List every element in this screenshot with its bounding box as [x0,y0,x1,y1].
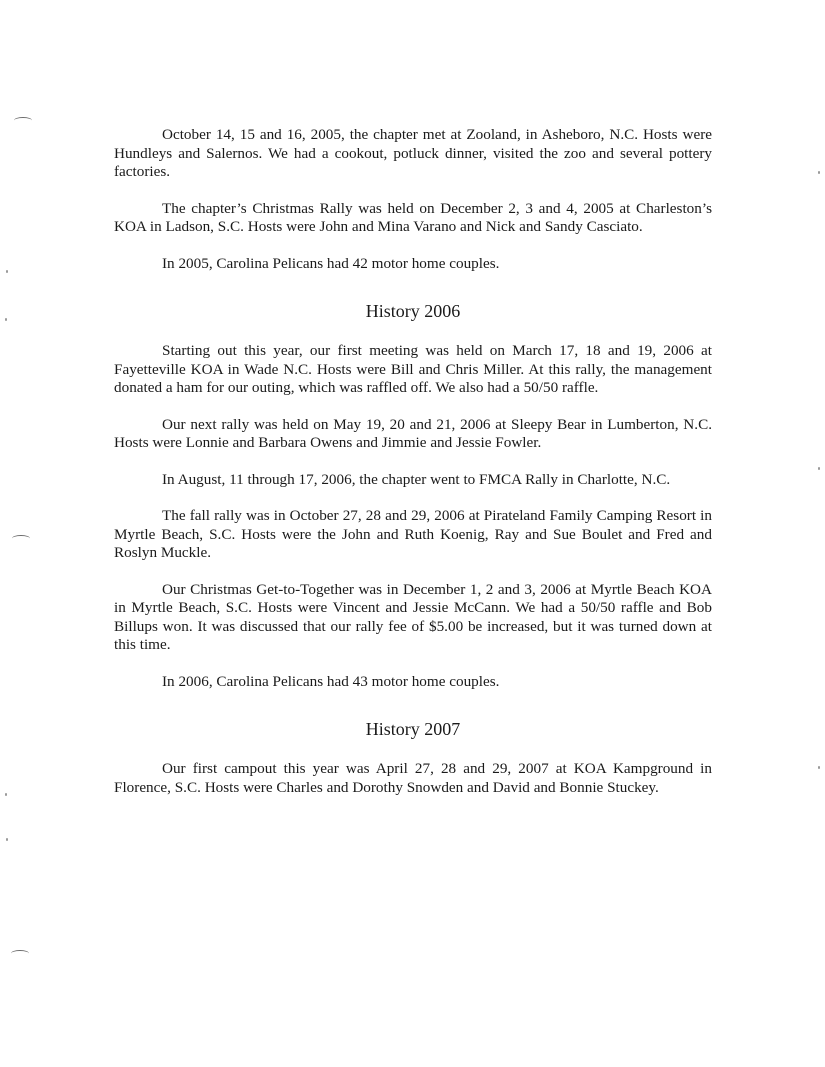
paragraph-2006-fmca-rally: In August, 11 through 17, 2006, the chapter went to FMCA Rally in Charlotte, N.C. [162,470,671,488]
paragraph-2006-fall-rally: The fall rally was in October 27, 28 and 29, 2006 at Pirateland Family Camping Resort in Myrtle Beach, S.C. Hosts were the John and Ruth Koenig, Ray and Sue Boulet and Fred and Roslyn Muckle. [114,507,712,561]
paragraph-2007-first-campout: Our first campout this year was April 27, 28 and 29, 2007 at KOA Kampground in Florence, S.C. Hosts were Charles and Dorothy Snowden and David and Bonnie Stuckey. [114,760,712,796]
paragraph-2005-zooland: October 14, 15 and 16, 2005, the chapter met at Zooland, in Asheboro, N.C. Hosts were Hundleys and Salernos. We had a cookout, potluck dinner, visited the zoo and several pottery factories. [114,126,712,180]
scan-mark [11,950,29,957]
scan-speck [818,467,820,470]
paragraph-2005-christmas-rally: The chapter’s Christmas Rally was held on December 2, 3 and 4, 2005 at Charleston’s KOA in Ladson, S.C. Hosts were John and Mina Varano and Nick and Sandy Casciato. [114,199,712,235]
scan-speck [5,318,7,321]
document-body [114,126,712,797]
paragraph-2006-christmas: Our Christmas Get-to-Together was in December 1, 2 and 3, 2006 at Myrtle Beach KOA in Myrtle Beach, S.C. Hosts were Vincent and Jessie McCann. We had a 50/50 raffle and Bob Billups won. It was discussed that our rally fee of $5.00 be increased, but it was turned down at this time. [114,580,712,653]
heading-history-2006: History 2006 [365,301,461,321]
paragraph-2006-may-rally: Our next rally was held on May 19, 20 and 21, 2006 at Sleepy Bear in Lumberton, N.C. Hosts were Lonnie and Barbara Owens and Jimmie and Jessie Fowler. [114,415,712,451]
paragraph-2005-membership: In 2005, Carolina Pelicans had 42 motor home couples. [162,254,500,272]
scan-speck [818,171,820,174]
scan-speck [6,270,8,273]
scan-mark [14,117,32,124]
scan-speck [818,766,820,769]
scan-speck [6,838,8,841]
scan-mark [12,535,30,542]
scan-speck [5,793,7,796]
paragraph-2006-membership: In 2006, Carolina Pelicans had 43 motor home couples. [162,672,500,690]
paragraph-2006-first-meeting: Starting out this year, our first meeting was held on March 17, 18 and 19, 2006 at Fayetteville KOA in Wade N.C. Hosts were Bill and Chris Miller. At this rally, the management donated a ham for our outing, which was raffled off. We also had a 50/50 raffle. [114,342,712,396]
heading-history-2007: History 2007 [365,719,461,739]
